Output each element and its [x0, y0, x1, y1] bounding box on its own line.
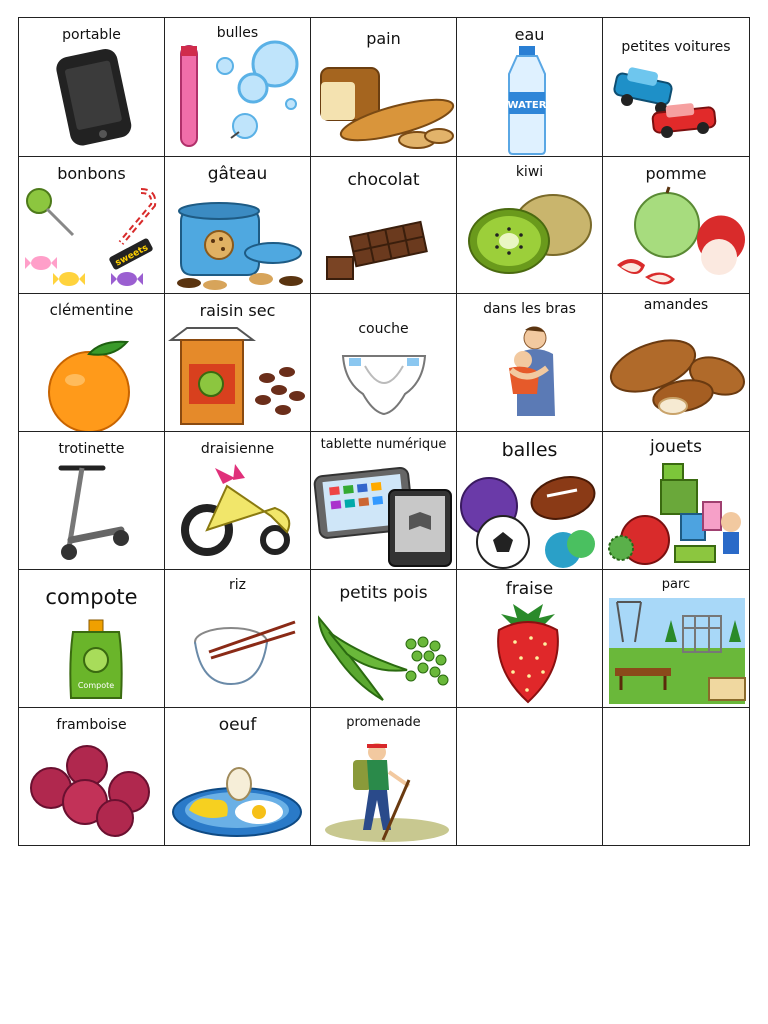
- card-framboise: [18, 707, 165, 846]
- card-label: jouets: [650, 437, 702, 457]
- candies-icon: [21, 187, 161, 291]
- card-gateau: [164, 156, 311, 294]
- card-label: dans les bras: [483, 301, 576, 317]
- card-label: trotinette: [58, 441, 125, 457]
- card-portable: [18, 17, 165, 157]
- bread-icon: [317, 58, 452, 153]
- balance-bike-icon: [175, 462, 303, 562]
- card-label: pain: [366, 29, 401, 48]
- card-label: riz: [229, 577, 246, 593]
- card-label: balles: [501, 439, 558, 461]
- card-oeuf: [164, 707, 311, 846]
- peas-icon: [315, 614, 455, 706]
- card-kiwi: [456, 156, 603, 294]
- card-draisienne: [164, 431, 311, 570]
- bubbles-icon: [175, 44, 305, 154]
- card-label: draisienne: [200, 441, 275, 457]
- card-label: couche: [358, 321, 409, 337]
- chocolate-icon: [323, 217, 443, 287]
- apple-icon: [611, 187, 745, 291]
- card-label: raisin sec: [199, 301, 276, 320]
- card-label: parc: [661, 577, 691, 592]
- card-empty-1: [456, 707, 603, 846]
- card-label: petites voitures: [621, 39, 731, 55]
- toy-cars-icon: [611, 66, 721, 142]
- card-label: bulles: [216, 25, 259, 41]
- bottle-label: WATER: [507, 100, 547, 111]
- card-label: fraise: [505, 579, 554, 599]
- card-label: tablette numérique: [320, 437, 447, 452]
- almonds-icon: [607, 334, 747, 424]
- card-label: bonbons: [57, 164, 126, 183]
- card-label: eau: [514, 25, 545, 44]
- card-trotinette: [18, 431, 165, 570]
- card-label: compote: [45, 585, 138, 609]
- card-dans-les-bras: [456, 293, 603, 432]
- kiwi-icon: [467, 189, 595, 279]
- water-bottle-icon: [501, 46, 553, 156]
- card-amandes: [602, 293, 750, 432]
- card-label: chocolat: [347, 170, 420, 190]
- card-bonbons: [18, 156, 165, 294]
- card-fraise: [456, 569, 603, 708]
- raisins-icon: [167, 324, 309, 430]
- cookie-jar-icon: [169, 191, 309, 291]
- card-petits-pois: [310, 569, 457, 708]
- compote-pouch-icon: [63, 620, 129, 702]
- toys-icon: [607, 462, 747, 568]
- card-pomme: [602, 156, 750, 294]
- card-raisin-sec: [164, 293, 311, 432]
- card-riz: [164, 569, 311, 708]
- card-label: portable: [62, 27, 121, 43]
- card-label: promenade: [346, 715, 421, 730]
- diaper-icon: [339, 350, 429, 418]
- clementine-icon: [43, 336, 143, 432]
- card-parc: [602, 569, 750, 708]
- picture-card-grid: [18, 17, 750, 846]
- card-pain: [310, 17, 457, 157]
- card-eau: [456, 17, 603, 157]
- card-balles: [456, 431, 603, 570]
- card-label: oeuf: [218, 715, 257, 735]
- raspberries-icon: [27, 748, 157, 838]
- card-label: amandes: [643, 297, 709, 313]
- card-empty-2: [602, 707, 750, 846]
- rice-bowl-icon: [191, 618, 301, 690]
- candy-wrapper-text: sweets: [113, 243, 150, 269]
- card-jouets: [602, 431, 750, 570]
- card-clementine: [18, 293, 165, 432]
- card-tablette-numerique: [310, 431, 457, 570]
- card-label: pomme: [645, 164, 707, 183]
- egg-plate-icon: [171, 764, 305, 840]
- hiker-icon: [317, 736, 451, 844]
- card-promenade: [310, 707, 457, 846]
- card-bulles: [164, 17, 311, 157]
- card-label: petits pois: [339, 583, 428, 603]
- strawberry-icon: [491, 600, 565, 704]
- card-label: gâteau: [207, 164, 268, 184]
- card-compote: [18, 569, 165, 708]
- pouch-text: Compote: [77, 681, 115, 690]
- card-label: kiwi: [515, 164, 544, 180]
- hug-icon: [497, 324, 567, 424]
- card-label: framboise: [56, 717, 127, 733]
- card-label: clémentine: [49, 301, 134, 319]
- tablet-icon: [315, 464, 455, 568]
- scooter-icon: [55, 462, 135, 562]
- balls-icon: [459, 470, 601, 570]
- card-petites-voitures: [602, 17, 750, 157]
- phone-icon: [55, 48, 135, 148]
- card-couche: [310, 293, 457, 432]
- park-icon: [609, 598, 745, 704]
- card-chocolat: [310, 156, 457, 294]
